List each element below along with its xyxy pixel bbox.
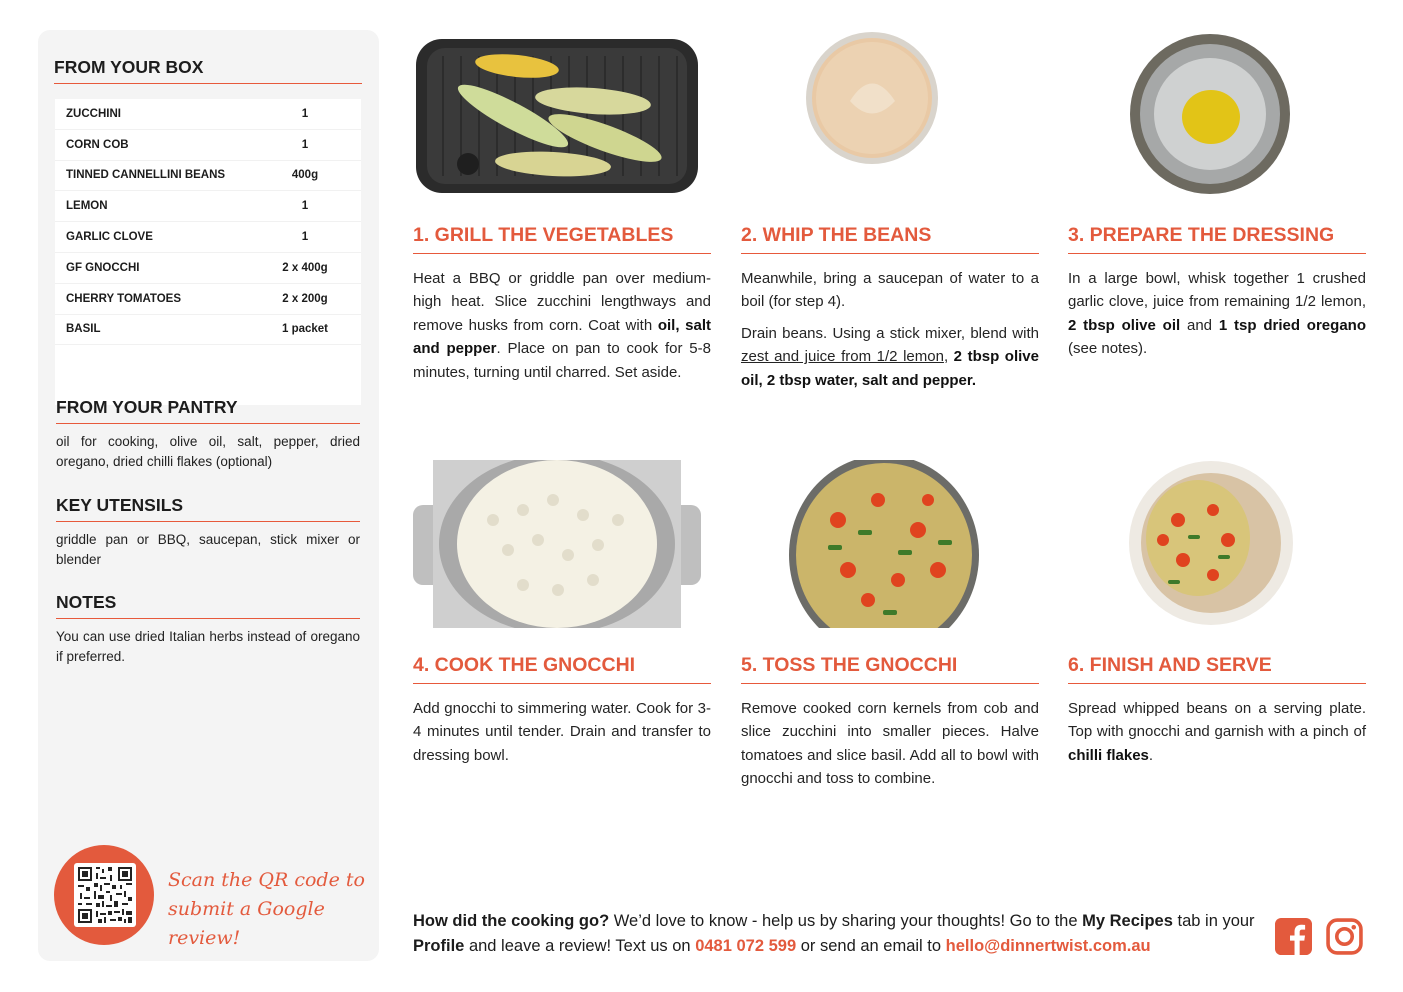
- utensils-title: KEY UTENSILS: [56, 495, 360, 522]
- table-row: [55, 222, 361, 253]
- step-title: 4. COOK THE GNOCCHI: [413, 654, 711, 684]
- ingredient-qty: 1: [301, 138, 309, 151]
- notes-title: NOTES: [56, 592, 360, 619]
- step-6: [1068, 654, 1366, 767]
- step-title: 6. FINISH AND SERVE: [1068, 654, 1366, 684]
- utensils-section: [56, 495, 360, 570]
- step-instructions: Meanwhile, bring a saucepan of water to a boil (for step 4). Drain beans. Using a stick mixer, blend with zest and juice from 1/2 lemon, 2 tbsp olive oil, 2 tbsp water, salt and pepper.: [741, 270, 1039, 389]
- pantry-title: FROM YOUR PANTRY: [56, 397, 360, 424]
- facebook-icon[interactable]: [1275, 918, 1312, 955]
- notes-text: You can use dried Italian herbs instead of oregano if preferred.: [56, 629, 360, 664]
- feedback-footer: How did the cooking go? We’d love to know - help us by sharing your thoughts! Go to the My Recipes tab in your Profile and leave a review! Text us on 0481 072 599 or send an email to hello@dinnertwist.com.au: [413, 912, 1255, 955]
- phone-link[interactable]: 0481 072 599: [695, 937, 797, 955]
- whipped-beans-photo: [805, 31, 939, 165]
- my-recipes-label: My Recipes: [1082, 912, 1173, 930]
- step-instructions: Add gnocchi to simmering water. Cook for 3-4 minutes until tender. Drain and transfer to dressing bowl.: [413, 700, 711, 764]
- qr-caption: [168, 866, 368, 953]
- pantry-section: [56, 397, 360, 472]
- step-title: 2. WHIP THE BEANS: [741, 224, 1039, 254]
- table-row: [55, 130, 361, 161]
- footer-question: How did the cooking go?: [413, 912, 610, 930]
- ingredient-qty: 1: [301, 107, 309, 120]
- step-5: [741, 654, 1039, 791]
- ingredient-name: GARLIC CLOVE: [66, 231, 153, 244]
- table-row: [55, 191, 361, 222]
- table-row: [55, 99, 361, 130]
- tossed-gnocchi-photo: [788, 460, 980, 628]
- table-row: [55, 284, 361, 315]
- pantry-text: oil for cooking, olive oil, salt, pepper, dried oregano, dried chilli flakes (optional): [56, 434, 360, 469]
- gnocchi-colander-photo: [413, 460, 701, 628]
- step-4: [413, 654, 711, 767]
- ingredient-name: TINNED CANNELLINI BEANS: [66, 169, 226, 182]
- box-title: FROM YOUR BOX: [54, 57, 362, 84]
- profile-label: Profile: [413, 937, 465, 955]
- step-title: 3. PREPARE THE DRESSING: [1068, 224, 1366, 254]
- ingredient-name: ZUCCHINI: [66, 107, 121, 120]
- qr-code-icon: [74, 863, 136, 927]
- ingredient-name: BASIL: [66, 323, 101, 336]
- ingredient-qty: 400g: [291, 169, 319, 182]
- ingredient-qty: 1: [301, 200, 309, 213]
- ingredient-name: GF GNOCCHI: [66, 261, 140, 274]
- email-link[interactable]: hello@dinnertwist.com.au: [945, 937, 1151, 955]
- sidebar: [38, 30, 379, 961]
- step-instructions: Heat a BBQ or griddle pan over medium-high heat. Slice zucchini lengthways and remove husks from corn. Coat with oil, salt and pepper. Place on pan to cook for 5-8 minutes, turning until charred. Set aside.: [413, 270, 711, 381]
- table-row: [55, 253, 361, 284]
- ingredient-qty: 1 packet: [281, 323, 329, 336]
- ingredient-name: LEMON: [66, 200, 108, 213]
- step-title: 5. TOSS THE GNOCCHI: [741, 654, 1039, 684]
- dressing-bowl-photo: [1128, 32, 1292, 196]
- qr-caption-line1: Scan the QR code to: [168, 869, 365, 891]
- step-instructions: In a large bowl, whisk together 1 crushed garlic clove, juice from remaining 1/2 lemon, 2 tbsp olive oil and 1 tsp dried oregano (see notes).: [1068, 270, 1366, 358]
- ingredient-table: [55, 99, 361, 405]
- step-title: 1. GRILL THE VEGETABLES: [413, 224, 711, 254]
- ingredient-qty: 2 x 200g: [282, 292, 328, 305]
- step-2: [741, 224, 1039, 392]
- step-1: [413, 224, 711, 384]
- notes-section: [56, 592, 360, 667]
- ingredient-qty: 1: [301, 231, 309, 244]
- ingredient-name: CHERRY TOMATOES: [66, 292, 182, 305]
- table-row: [55, 315, 361, 346]
- finished-plate-photo: [1128, 460, 1294, 626]
- table-row: [55, 161, 361, 192]
- utensils-text: griddle pan or BBQ, saucepan, stick mixer or blender: [56, 532, 360, 567]
- ingredient-name: CORN COB: [66, 138, 129, 151]
- ingredient-qty: 2 x 400g: [282, 261, 328, 274]
- step-instructions: Spread whipped beans on a serving plate. Top with gnocchi and garnish with a pinch of chilli flakes.: [1068, 700, 1366, 764]
- qr-caption-line2: submit a Google review!: [168, 898, 325, 949]
- step-3: [1068, 224, 1366, 361]
- step-instructions: Remove cooked corn kernels from cob and slice zucchini into smaller pieces. Halve tomatoes and slice basil. Add all to bowl with gnocchi and toss to combine.: [741, 700, 1039, 788]
- qr-code[interactable]: [54, 845, 154, 945]
- instagram-icon[interactable]: [1326, 918, 1363, 955]
- griddle-vegetables-photo: [413, 36, 701, 196]
